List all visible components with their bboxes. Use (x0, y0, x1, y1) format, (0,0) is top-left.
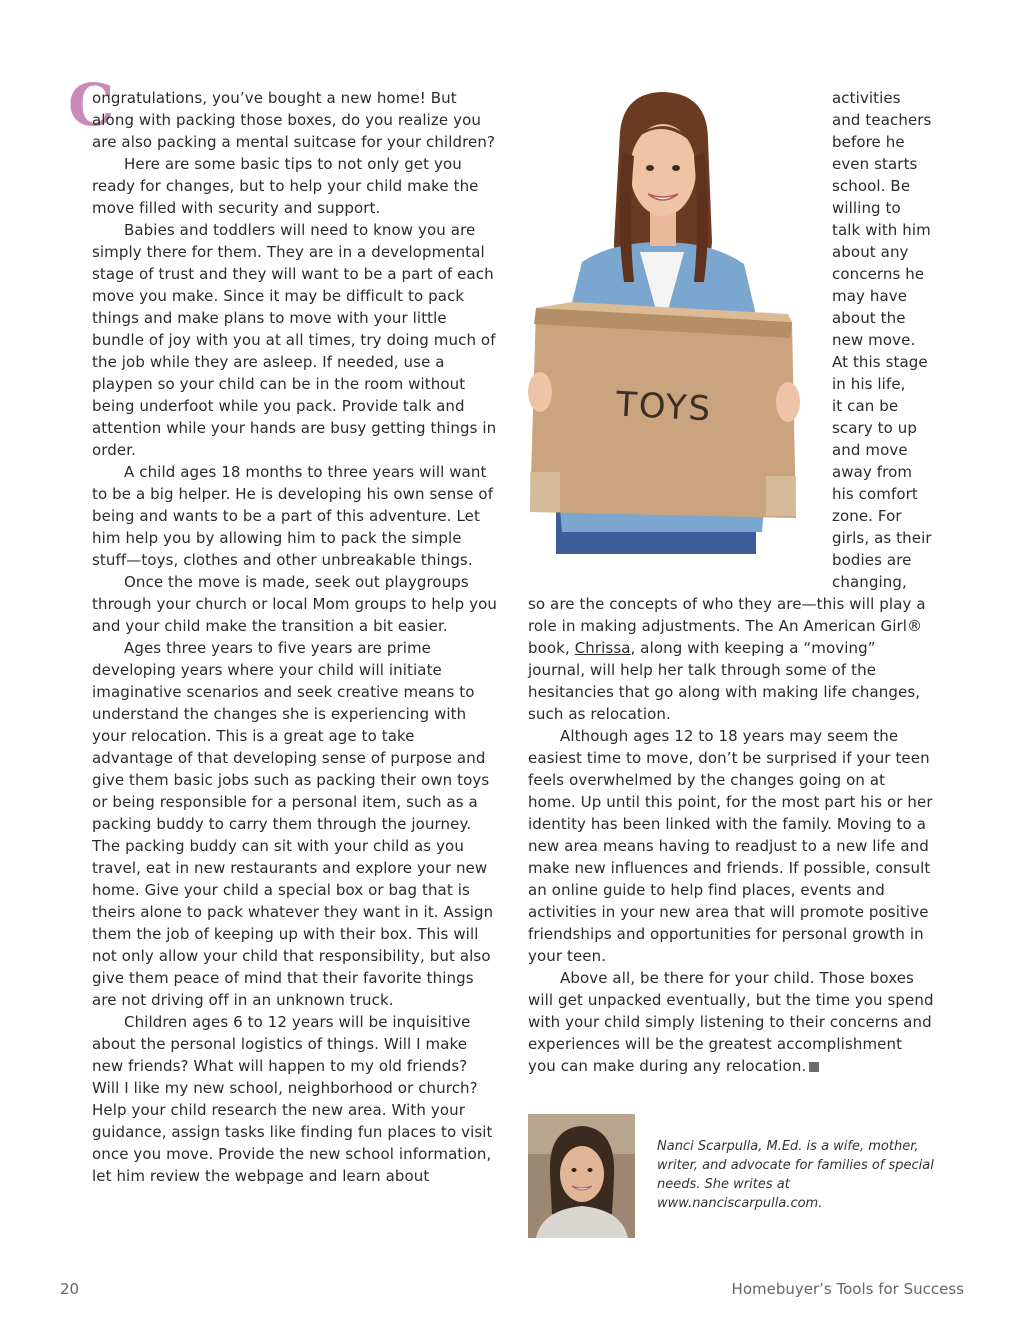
text-line: about any (832, 243, 909, 261)
text-line: it can be (832, 397, 899, 415)
body-paragraph: Although ages 12 to 18 years may seem the easiest time to move, don’t be surprised if your teen feels overwhelmed by the changes going on at home. Up until this point, for the most part his or her identity has been linked with the family. Moving to a new area means having to readjust to a new life and make new influences and friends. If possible, consult an online guide to help find places, events and activities in your new area that will promote positive friendships and opportunities for personal growth in your teen. (528, 727, 933, 965)
body-paragraph: Above all, be there for your child. Those boxes will get unpacked eventually, but the time you spend with your child simply listening to their concerns and experiences will be the greatest accomplishment you can make during any relocation. (528, 969, 934, 1075)
body-paragraph: Here are some basic tips to not only get you ready for changes, but to help your child make the move filled with security and support. (92, 155, 479, 217)
text-line: bodies are (832, 551, 912, 569)
body-paragraph: Children ages 6 to 12 years will be inquisitive about the personal logistics of things. Will I make new friends? What will happen to my old friends? Will I like my new school, neighborhood or church? Help your child research the new area. With your guidance, assign tasks like finding fun places to visit once you move. Provide the new school information, let him review the webpage and learn about (92, 1013, 493, 1185)
body-paragraph: Babies and toddlers will need to know you are simply there for them. They are in a developmental stage of trust and they will want to be a part of each move you make. Since it may be difficult to pack things and make plans to move with your little bundle of joy with you at all times, try doing much of the job while they are asleep. If needed, use a playpen so your child can be in the room without being underfoot while you pack. Provide talk and attention while your hands are busy getting things in order. (92, 221, 497, 459)
author-photo (528, 1114, 635, 1238)
text-line: and move (832, 441, 908, 459)
article-right-wide-column (528, 593, 934, 1077)
text-line: concerns he (832, 265, 925, 283)
text-line: away from (832, 463, 913, 481)
text-line: before he (832, 133, 905, 151)
text-line: changing, (832, 573, 907, 591)
girl-with-toys-box-image (512, 92, 812, 554)
article-left-column (92, 87, 498, 1187)
body-paragraph: so are the concepts of who they are—this will play a role in making adjustments. The An American Girl® book, Chrissa, along with keeping a “moving” journal, will help her talk through some of the hesitancies that go along with making life changes, such as relocation. (528, 595, 926, 723)
drop-cap: C (68, 71, 115, 139)
text-line: may have (832, 287, 908, 305)
text-line: At this stage (832, 353, 928, 371)
box-label: TOYS (615, 384, 714, 430)
body-paragraph: Once the move is made, seek out playgroups through your church or local Mom groups to help you and your child make the transition a bit easier. (92, 573, 497, 635)
text-line: talk with him (832, 221, 931, 239)
text-line: and teachers (832, 111, 932, 129)
book-title-link[interactable]: Chrissa (574, 639, 631, 657)
body-paragraph: A child ages 18 months to three years will want to be a big helper. He is developing his own sense of being and wants to be a part of this adventure. Let him help you by allowing him to pack the simple stuff—toys, clothes and other unbreakable things. (92, 463, 494, 569)
article-right-narrow-column (832, 87, 942, 593)
publication-title: Homebuyer’s Tools for Success (731, 1280, 964, 1298)
text-line: girls, as their (832, 529, 932, 547)
text-line: his comfort (832, 485, 918, 503)
text-line: school. Be (832, 177, 911, 195)
text-line: in his life, (832, 375, 906, 393)
text-line: activities (832, 89, 901, 107)
text-line: zone. For (832, 507, 902, 525)
page-number: 20 (60, 1280, 80, 1298)
intro-paragraph: ongratulations, you’ve bought a new home! But along with packing those boxes, do you realize you are also packing a mental suitcase for your children? (92, 89, 496, 151)
author-bio: Nanci Scarpulla, M.Ed. is a wife, mother, writer, and advocate for families of special needs. She writes at www.nanciscarpulla.com. (657, 1139, 934, 1211)
text-line: about the (832, 309, 906, 327)
text-line: willing to (832, 199, 901, 217)
text-line: even starts (832, 155, 918, 173)
body-paragraph: Ages three years to five years are prime developing years where your child will initiate imaginative scenarios and seek creative means to understand the changes she is experiencing with your relocation. This is a great age to take advantage of that developing sense of purpose and give them basic jobs such as packing their own toys or being responsible for a personal item, such as a packing buddy to carry them through the journey. The packing buddy can sit with your child as you travel, eat in new restaurants and explore your new home. Give your child a special box or bag that is theirs alone to pack whatever they want in it. Assign them the job of keeping up with their box. This will not only allow your child that responsibility, but also give them peace of mind that their favorite things are not driving off in an unknown truck. (92, 639, 494, 1009)
end-of-article-mark (809, 1062, 819, 1072)
text-line: new move. (832, 331, 916, 349)
text-line: scary to up (832, 419, 918, 437)
